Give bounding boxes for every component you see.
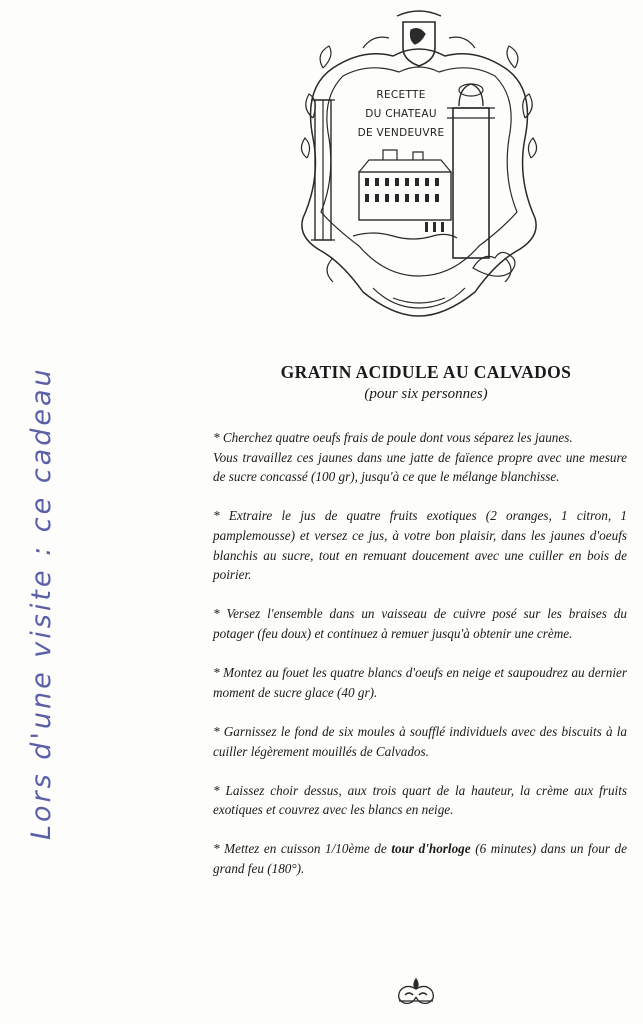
recipe-step-final <box>213 839 627 878</box>
step-text: * Versez l'ensemble dans un vaisseau de cuivre posé sur les braises du potager (feu doux) et continuez à remuer jusqu'à obtenir une crème. <box>213 606 627 641</box>
recipe-step <box>213 781 627 820</box>
emblem-line-2: DU CHATEAU <box>365 108 437 120</box>
emblem-caption <box>340 86 462 143</box>
recipe-step <box>213 663 627 702</box>
ornament-icon <box>393 975 439 1005</box>
handwritten-note: Lors d'une visite : ce cadeau <box>26 366 57 840</box>
recipe-step <box>213 604 627 643</box>
step-text: * Laissez choir dessus, aux trois quart de la hauteur, la crème aux fruits exotiques et couvrez avec les blancs en neige. <box>213 782 627 818</box>
emblem-line-1: RECETTE <box>376 89 426 101</box>
recipe-steps <box>213 428 627 898</box>
recipe-step <box>213 722 627 761</box>
emblem-line-3: DE VENDEUVRE <box>357 127 445 139</box>
step-text: * Montez au fouet les quatre blancs d'oeufs en neige et saupoudrez au dernier moment de sucre glace (40 gr). <box>213 665 627 700</box>
step-text: * Extraire le jus de quatre fruits exotiques (2 oranges, 1 citron, 1 pamplemousse) et versez ce jus, à votre bon plaisir, dans les jaunes d'oeufs blanchis au sucre, tout en remuant doucement avec une cuiller en bois de poirier. <box>213 508 627 583</box>
chateau-emblem <box>293 8 545 320</box>
emblem-illustration <box>293 8 545 320</box>
recipe-step <box>213 428 627 487</box>
step-text-after: (6 minutes) dans un four de grand feu (180°). <box>213 841 627 877</box>
step-text: * Garnissez le fond de six moules à soufflé individuels avec des biscuits à la cuiller légèrement mouillés de Calvados. <box>213 723 627 759</box>
step-text <box>213 839 627 878</box>
step-text: Vous travaillez ces jaunes dans une jatte de faïence propre avec une mesure de sucre concassé (100 gr), jusqu'à ce que le mélange blanchisse. <box>213 449 627 485</box>
step-text-before: * Mettez en cuisson 1/10ème de <box>213 841 392 857</box>
step-text: * Cherchez quatre oeufs frais de poule dont vous séparez les jaunes. <box>213 430 573 445</box>
recipe-step <box>213 506 627 584</box>
recipe-title: GRATIN ACIDULE AU CALVADOS <box>280 362 572 382</box>
step-text-bold: tour d'horloge <box>391 841 471 857</box>
recipe-subtitle: (pour six personnes) <box>364 386 488 402</box>
